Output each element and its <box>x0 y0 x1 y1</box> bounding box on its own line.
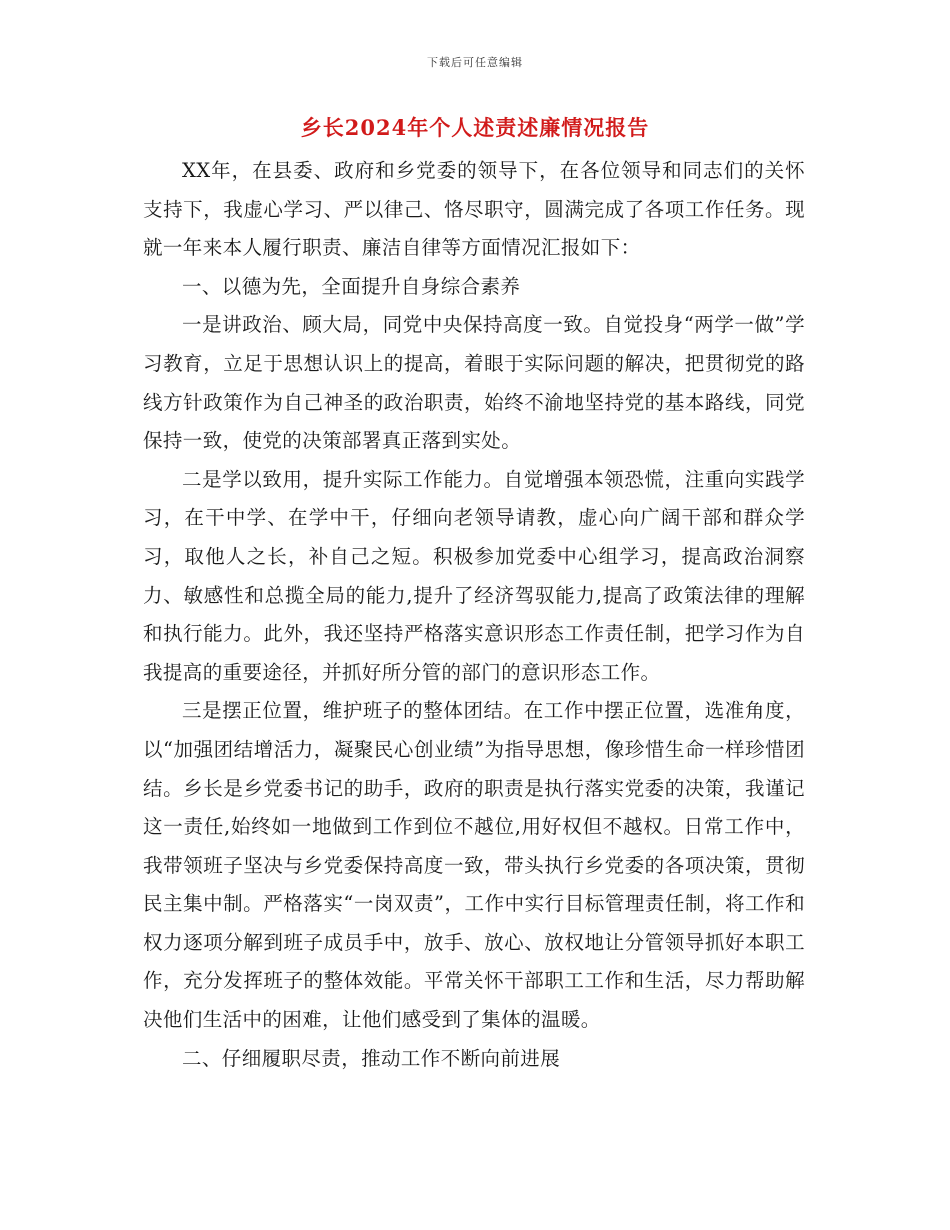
header-note: 下载后可任意编辑 <box>427 56 523 69</box>
paragraph-study: 二是学以致用，提升实际工作能力。自觉增强本领恐慌，注重向实践学习，在干中学、在学中干，仔细向老领导请教，虚心向广阔干部和群众学习，取他人之长，补自己之短。积极参加党委中心组学习，提高政治洞察力、敏感性和总揽全局的能力,提升了经济驾驭能力,提高了政策法律的理解和执行能力。此外，我还坚持严格落实意识形态工作责任制，把学习作为自我提高的重要途径，并抓好所分管的部门的意识形态工作。 <box>143 467 805 684</box>
section-heading-2: 二、仔细履职尽责，推动工作不断向前进展 <box>182 1046 561 1070</box>
paragraph-unity: 三是摆正位置，维护班子的整体团结。在工作中摆正位置，选准角度，以“加强团结增活力，凝聚民心创业绩”为指导思想，像珍惜生命一样珍惜团结。乡长是乡党委书记的助手，政府的职责是执行落实党委的决策，我谨记这一责任,始终如一地做到工作到位不越位,用好权但不越权。日常工作中，我带领班子坚决与乡党委保持高度一致，带头执行乡党委的各项决策，贯彻民主集中制。严格落实“一岗双责”，工作中实行目标管理责任制，将工作和权力逐项分解到班子成员手中，放手、放心、放权地让分管领导抓好本职工作，充分发挥班子的整体效能。平常关怀干部职工工作和生活，尽力帮助解决他们生活中的困难，让他们感受到了集体的温暖。 <box>143 699 805 1032</box>
document-title: 乡长2024年个人述责述廉情况报告 <box>300 115 650 140</box>
section-heading-1: 一、以德为先，全面提升自身综合素养 <box>182 274 521 298</box>
paragraph-politics: 一是讲政治、顾大局，同党中央保持高度一致。自觉投身“两学一做”学习教育，立足于思想认识上的提高，着眼于实际问题的解决，把贯彻党的路线方针政策作为自己神圣的政治职责，始终不渝地坚持党的基本路线，同党保持一致，使党的决策部署真正落到实处。 <box>143 313 805 453</box>
document-body <box>143 152 805 1078</box>
paragraph-intro: XX年，在县委、政府和乡党委的领导下，在各位领导和同志们的关怀支持下，我虚心学习、严以律己、恪尽职守，圆满完成了各项工作任务。现就一年来本人履行职责、廉洁自律等方面情况汇报如下： <box>143 159 805 260</box>
